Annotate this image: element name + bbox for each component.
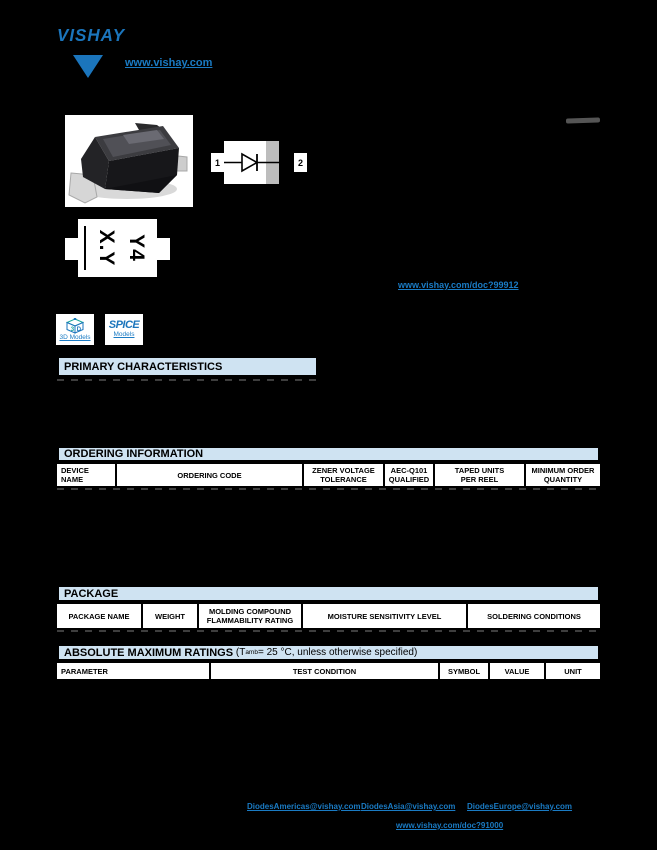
amr-title: ABSOLUTE MAXIMUM RATINGS (64, 646, 234, 659)
col-taped-units-per-reel: TAPED UNITS PER REEL (435, 464, 524, 486)
col-test-condition: TEST CONDITION (211, 663, 438, 679)
amr-condition-pre: (T (235, 647, 246, 658)
diode-body (224, 141, 279, 184)
primary-characteristics-title: PRIMARY CHARACTERISTICS (64, 360, 223, 373)
pin-1-label: 1 (214, 157, 220, 168)
col-minimum-order-quantity: MINIMUM ORDER QUANTITY (526, 464, 600, 486)
marking-diagram (65, 219, 170, 277)
vishay-triangle-icon (73, 55, 103, 78)
sod123-package-image (65, 115, 193, 207)
spice-wordmark: SPICE (108, 319, 140, 332)
faint-compliance-mark (566, 117, 600, 123)
ordering-information-title: ORDERING INFORMATION (64, 448, 204, 460)
svg-text:3: 3 (70, 326, 75, 333)
amr-condition-sub: amb (245, 649, 258, 656)
disclaimer-doc-link[interactable]: www.vishay.com/doc?91000 (396, 821, 504, 830)
amr-header (57, 644, 600, 661)
three-d-models-button[interactable] (56, 314, 94, 345)
marking-code-second: Y4 (125, 234, 148, 262)
diode-glyph-icon (224, 141, 279, 184)
col-weight: WEIGHT (143, 604, 197, 628)
amr-header-row (57, 663, 600, 679)
ordering-header-row (57, 464, 600, 486)
col-zener-voltage-tolerance: ZENER VOLTAGE TOLERANCE (304, 464, 383, 486)
hidden-row-remnant (57, 488, 600, 490)
package-title: PACKAGE (64, 587, 119, 600)
contact-link-europe[interactable]: DiodesEurope@vishay.com (467, 802, 573, 811)
vishay-wordmark: VISHAY (57, 25, 126, 46)
spice-models-label: Models (113, 331, 135, 339)
package-table (57, 585, 600, 632)
marking-body (78, 219, 157, 277)
hidden-row-remnant (57, 630, 600, 632)
col-device-name: DEVICE NAME (57, 464, 115, 486)
material-categorization-doc-link[interactable]: www.vishay.com/doc?99912 (398, 280, 519, 290)
pin-2-label: 2 (297, 157, 303, 168)
diode-symbol-diagram (211, 141, 307, 184)
marking-code-first: X.Y (95, 229, 118, 267)
contact-link-americas[interactable]: DiodesAmericas@vishay.com (247, 802, 361, 811)
absolute-maximum-ratings-table (57, 644, 600, 679)
three-d-models-label: 3D Models (59, 333, 91, 341)
col-parameter: PARAMETER (57, 663, 209, 679)
hidden-row-remnant (57, 379, 318, 381)
package-header-row (57, 604, 600, 628)
col-symbol: SYMBOL (440, 663, 488, 679)
marking-cathode-line (84, 226, 86, 270)
col-aec-q101-qualified: AEC-Q101 QUALIFIED (385, 464, 433, 486)
contact-link-asia[interactable]: DiodesAsia@vishay.com (361, 802, 456, 811)
cube-3d-icon (66, 318, 84, 334)
col-molding-compound-flammability: MOLDING COMPOUND FLAMMABILITY RATING (199, 604, 301, 628)
svg-text:D: D (76, 326, 82, 333)
spice-models-button[interactable] (105, 314, 143, 345)
amr-condition-post: = 25 °C, unless otherwise specified) (257, 647, 418, 658)
col-moisture-sensitivity-level: MOISTURE SENSITIVITY LEVEL (303, 604, 466, 628)
col-ordering-code: ORDERING CODE (117, 464, 302, 486)
package-photo (65, 115, 193, 207)
ordering-information-table (57, 446, 600, 490)
marking-lead-left (65, 238, 78, 260)
col-unit: UNIT (546, 663, 600, 679)
ordering-information-header (57, 446, 600, 462)
pin-2-box (294, 153, 307, 172)
package-header (57, 585, 600, 602)
vishay-logo (57, 26, 125, 46)
pin-1-box (211, 153, 224, 172)
primary-characteristics-header (57, 356, 318, 377)
col-soldering-conditions: SOLDERING CONDITIONS (468, 604, 600, 628)
col-package-name: PACKAGE NAME (57, 604, 141, 628)
marking-lead-right (157, 238, 170, 260)
col-value: VALUE (490, 663, 544, 679)
vishay-website-link[interactable]: www.vishay.com (125, 57, 213, 69)
